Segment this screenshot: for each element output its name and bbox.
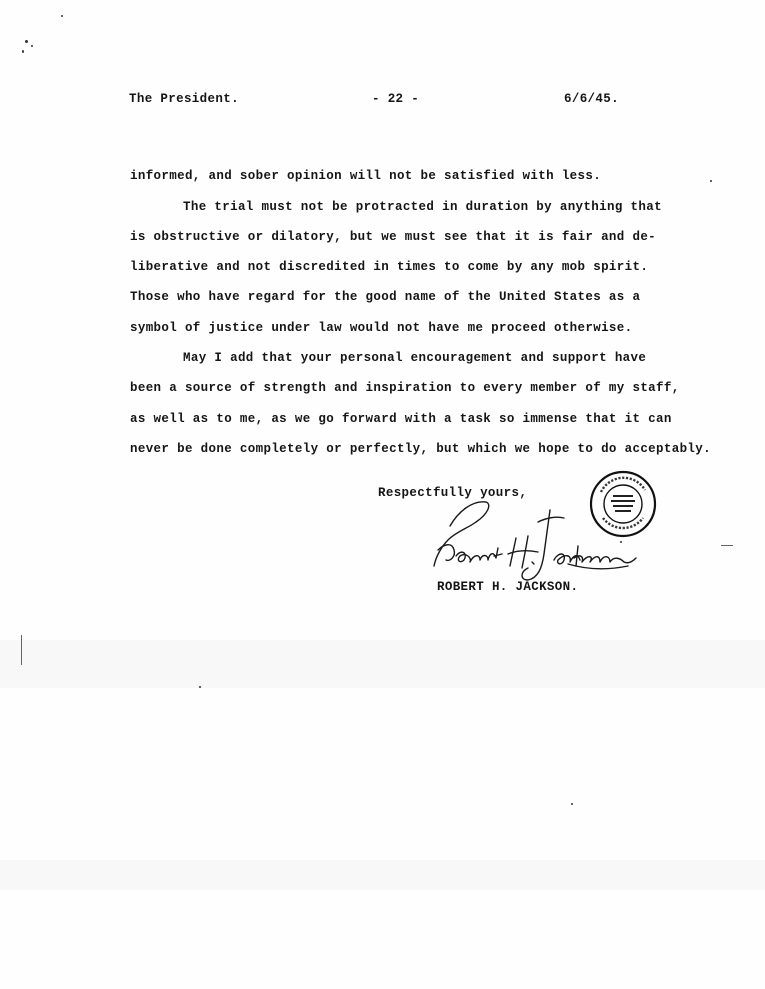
letter-date: 6/6/45. bbox=[564, 92, 619, 106]
body-line: never be done completely or perfectly, but which we hope to do acceptably. bbox=[130, 442, 711, 456]
scan-mark bbox=[21, 635, 22, 665]
page-number: - 22 - bbox=[372, 92, 420, 106]
scan-speck bbox=[61, 15, 63, 17]
body-line: The trial must not be protracted in duration by anything that bbox=[183, 200, 662, 214]
body-line: been a source of strength and inspiration to every member of my staff, bbox=[130, 381, 680, 395]
signer-name: ROBERT H. JACKSON. bbox=[437, 580, 579, 594]
body-line: Those who have regard for the good name of the United States as a bbox=[130, 290, 641, 304]
library-stamp bbox=[589, 470, 657, 538]
scan-artifact-band bbox=[0, 640, 765, 688]
body-line: as well as to me, as we go forward with a task so immense that it can bbox=[130, 412, 672, 426]
body-line: May I add that your personal encouragement and support have bbox=[183, 351, 647, 365]
body-line: informed, and sober opinion will not be satisfied with less. bbox=[130, 169, 602, 183]
scan-speck bbox=[620, 541, 622, 543]
scan-speck bbox=[22, 50, 24, 53]
body-line: is obstructive or dilatory, but we must see that it is fair and de- bbox=[130, 230, 657, 244]
recipient-heading: The President. bbox=[129, 92, 239, 106]
scan-speck bbox=[710, 180, 712, 182]
scan-speck bbox=[571, 803, 573, 805]
complimentary-closing: Respectfully yours, bbox=[378, 486, 528, 500]
scan-mark bbox=[721, 545, 733, 546]
scan-speck bbox=[25, 40, 28, 43]
body-line: liberative and not discredited in times to come by any mob spirit. bbox=[130, 260, 649, 274]
scan-artifact-band bbox=[0, 860, 765, 890]
scan-speck bbox=[31, 45, 33, 47]
body-line: symbol of justice under law would not have me proceed otherwise. bbox=[130, 321, 633, 335]
scan-speck bbox=[199, 686, 201, 688]
